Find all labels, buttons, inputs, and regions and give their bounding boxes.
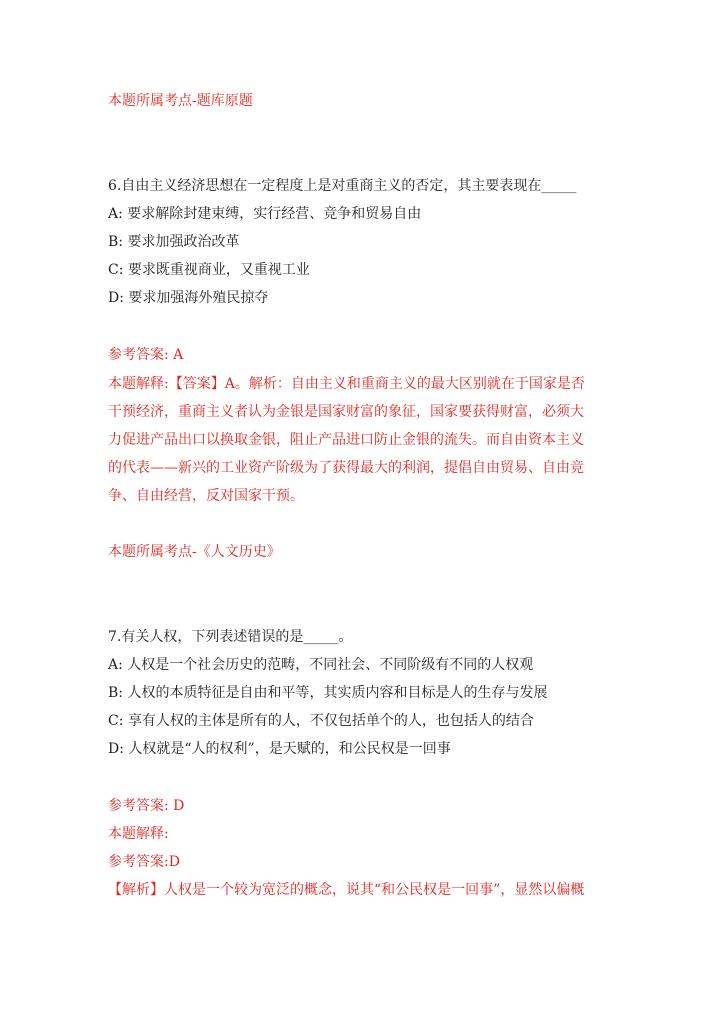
q6-answer: 参考答案: A xyxy=(108,347,184,363)
q7-option-c: C: 享有人权的主体是所有的人，不仅包括单个的人，也包括人的结合 xyxy=(108,713,534,729)
q6-option-c: C: 要求既重视商业，又重视工业 xyxy=(108,262,310,278)
q7-option-b: B: 人权的本质特征是自由和平等，其实质内容和目标是人的生存与发展 xyxy=(108,685,548,701)
q6-explanation xyxy=(108,370,602,510)
q6-explanation-line: 本题解释:【答案】A。解析：自由主义和重商主义的最大区别就在于国家是否 xyxy=(108,376,585,392)
q5-topic: 本题所属考点-题库原题 xyxy=(108,93,253,109)
q6-stem: 6.自由主义经济思想在一定程度上是对重商主义的否定，其主要表现在_____ xyxy=(108,178,577,194)
q6-topic: 本题所属考点-《人文历史》 xyxy=(108,544,281,560)
q7-analysis: 【解析】人权是一个较为宽泛的概念，说其“和公民权是一回事”，显然以偏概 xyxy=(108,882,585,898)
q7-explanation-label: 本题解释: xyxy=(108,826,169,842)
q7-option-d: D: 人权就是“人的权利”，是天赋的，和公民权是一回事 xyxy=(108,741,451,757)
q6-explanation-line: 的代表——新兴的工业资产阶级为了获得最大的利润，提倡自由贸易、自由竞 xyxy=(108,460,584,476)
q6-option-a: A: 要求解除封建束缚，实行经营、竞争和贸易自由 xyxy=(108,206,422,222)
q6-option-b: B: 要求加强政治改革 xyxy=(108,234,240,250)
q6-explanation-line: 争、自由经营，反对国家干预。 xyxy=(108,488,304,504)
q6-explanation-line: 力促进产品出口以换取金银，阻止产品进口防止金银的流失。而自由资本主义 xyxy=(108,432,584,448)
q7-answer: 参考答案: D xyxy=(108,798,185,814)
q6-option-d: D: 要求加强海外殖民掠夺 xyxy=(108,290,269,306)
q7-stem: 7.有关人权，下列表述错误的是_____。 xyxy=(108,629,353,645)
q7-answer-repeat: 参考答案:D xyxy=(108,854,180,870)
q6-explanation-line: 干预经济，重商主义者认为金银是国家财富的象征，国家要获得财富，必须大 xyxy=(108,404,584,420)
q7-option-a: A: 人权是一个社会历史的范畴，不同社会、不同阶级有不同的人权观 xyxy=(108,657,534,673)
